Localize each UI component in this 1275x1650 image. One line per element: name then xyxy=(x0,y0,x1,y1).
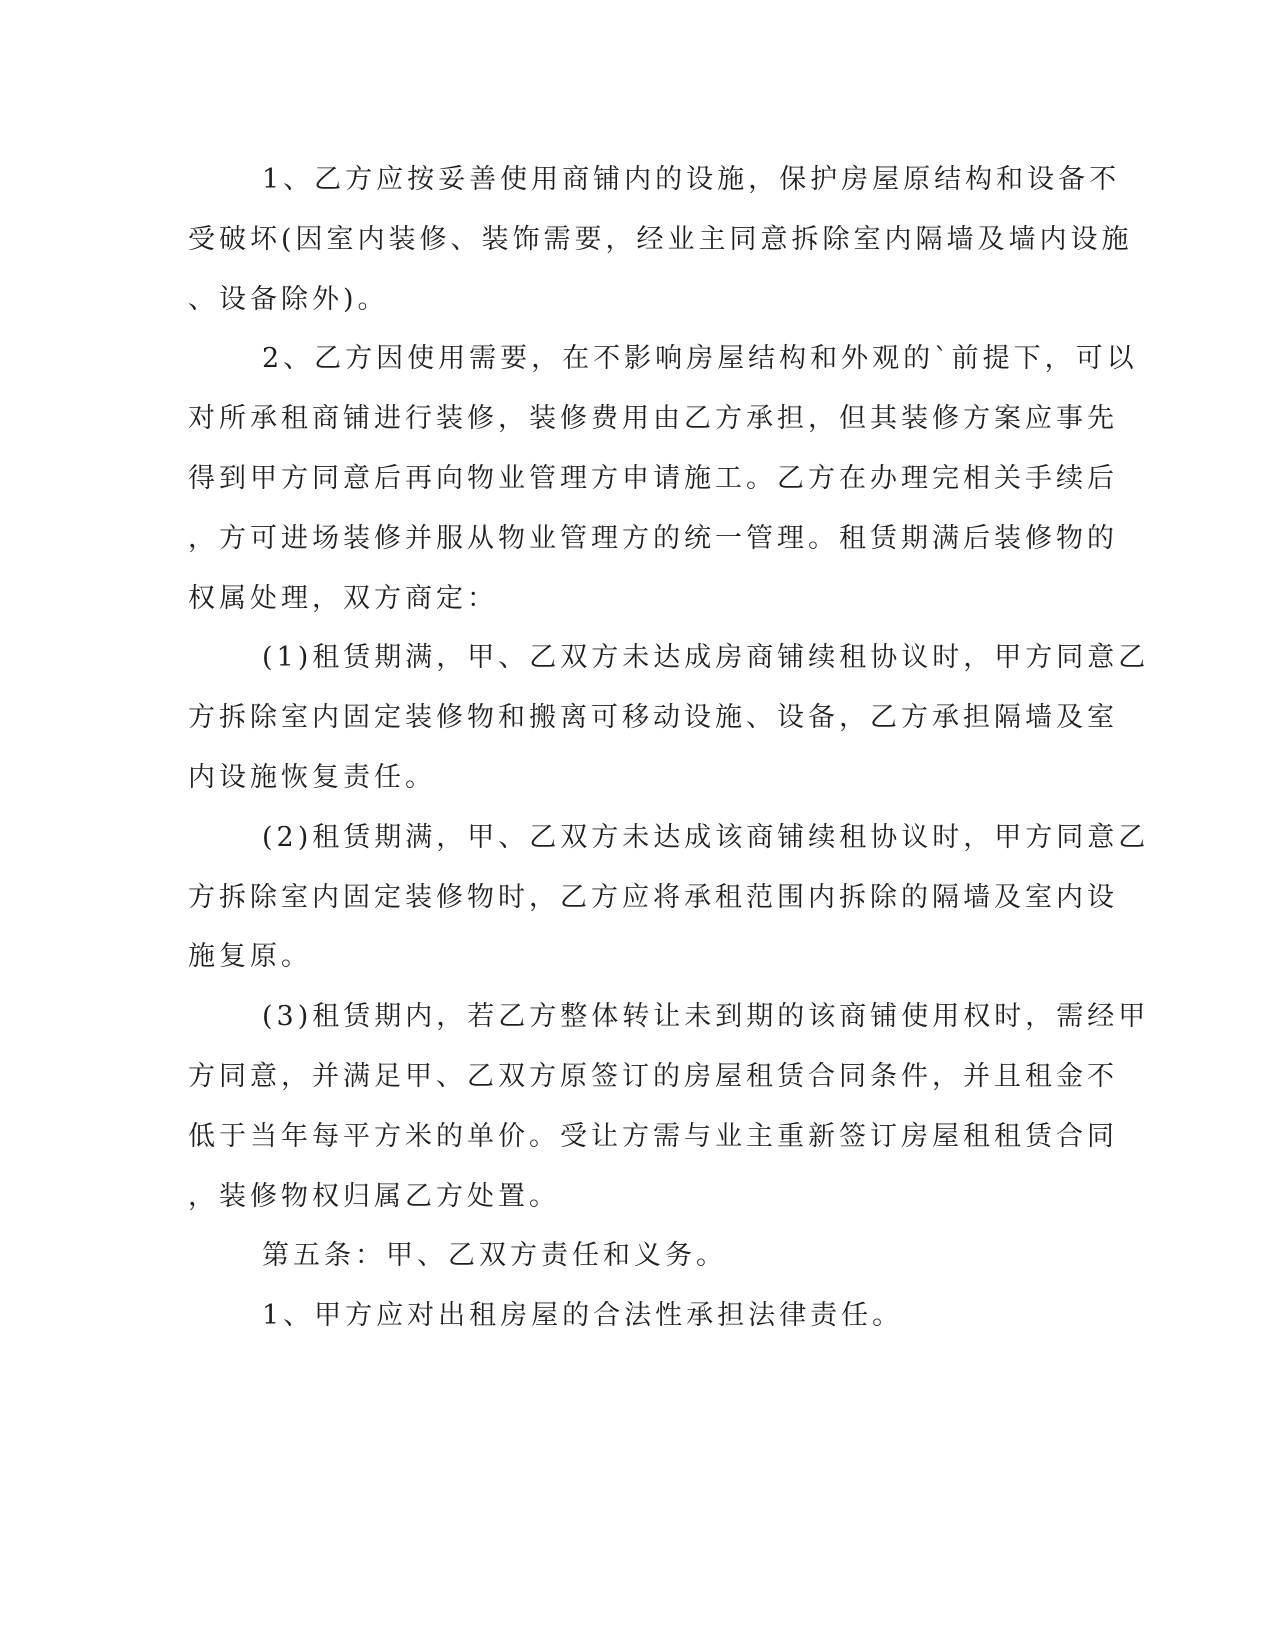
text-line: ，方可进场装修并服从物业管理方的统一管理。租赁期满后装修物的 xyxy=(188,522,1118,554)
text-line: 受破坏(因室内装修、装饰需要，经业主同意拆除室内隔墙及墙内设施 xyxy=(188,223,1133,255)
text-line: 得到甲方同意后再向物业管理方申请施工。乙方在办理完相关手续后 xyxy=(188,462,1118,494)
text-line: 方拆除室内固定装修物时，乙方应将承租范围内拆除的隔墙及室内设 xyxy=(188,881,1118,913)
text-line: 1、甲方应对出租房屋的合法性承担法律责任。 xyxy=(262,1300,904,1332)
text-line: 方同意，并满足甲、乙双方原签订的房屋租赁合同条件，并且租金不 xyxy=(188,1060,1118,1092)
text-line: 2、乙方因使用需要，在不影响房屋结构和外观的`前提下，可以 xyxy=(262,343,1138,375)
text-line: 对所承租商铺进行装修，装修费用由乙方承担，但其装修方案应事先 xyxy=(188,403,1118,435)
text-line: 方拆除室内固定装修物和搬离可移动设施、设备，乙方承担隔墙及室 xyxy=(188,702,1118,734)
text-line: 内设施恢复责任。 xyxy=(188,761,436,793)
text-line: 权属处理，双方商定： xyxy=(188,582,498,614)
text-line: 、设备除外)。 xyxy=(188,283,389,315)
text-line: 施复原。 xyxy=(188,941,312,973)
text-line: ，装修物权归属乙方处置。 xyxy=(188,1180,560,1212)
section-heading: 第五条：甲、乙双方责任和义务。 xyxy=(262,1240,727,1272)
text-line: (1)租赁期满，甲、乙双方未达成房商铺续租协议时，甲方同意乙 xyxy=(262,642,1150,674)
text-line: 低于当年每平方米的单价。受让方需与业主重新签订房屋租租赁合同 xyxy=(188,1120,1118,1152)
document-body xyxy=(188,150,1150,1346)
text-line: 1、乙方应按妥善使用商铺内的设施，保护房屋原结构和设备不 xyxy=(262,164,1121,195)
text-line: (2)租赁期满，甲、乙双方未达成该商铺续租协议时，甲方同意乙 xyxy=(262,821,1150,853)
text-line: (3)租赁期内，若乙方整体转让未到期的该商铺使用权时，需经甲 xyxy=(262,1001,1150,1033)
